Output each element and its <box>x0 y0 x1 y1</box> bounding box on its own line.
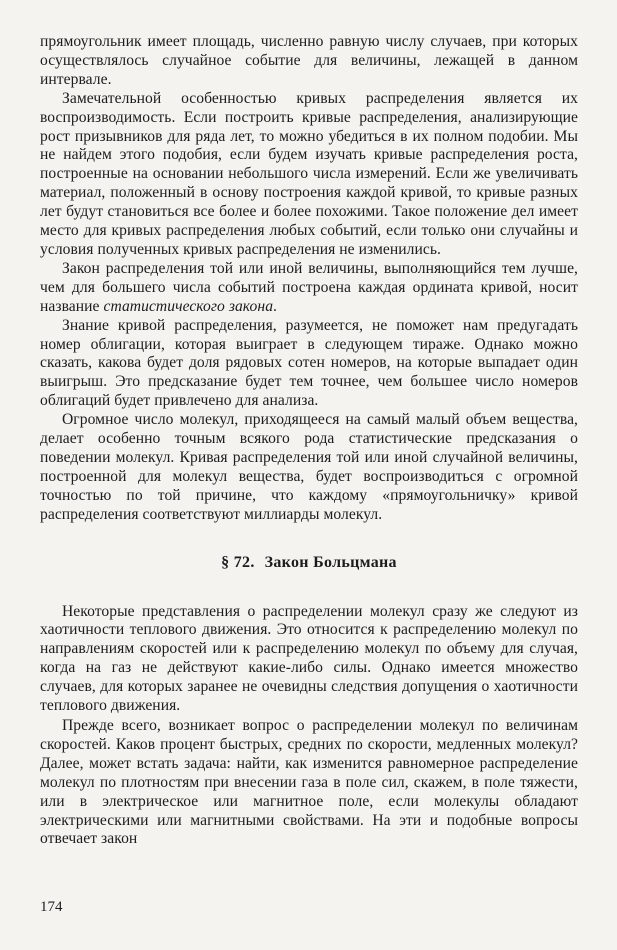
paragraph-bonds: Знание кривой распределения, разумеется, не поможет нам предугадать номер облигации, которая выиграет в следующем тираже. Однако можно сказать, какова будет доля рядовых сотен номеров, на которые выпадает один выигрыш. Это предсказание будет тем точнее, чем большее число номеров облигаций будет привлечено для анализа. <box>40 316 578 410</box>
paragraph-statistical-law <box>40 260 578 317</box>
paragraph-reproducibility: Замечательной особенностью кривых распределения является их воспроизводимость. Если построить кривые распределения, анализирующие рост призывников для ряда лет, то можно убедиться в их полном подобии. Мы не найдем этого подобия, если будем изучать кривые распределения роста, построенные на основании небольшого числа измерений. Если же увеличивать материал, положенный в основу построения каждой кривой, то кривые разных лет будут становиться все более и более похожими. Такое положение дел имеет место для кривых распределения любых событий, если только они случайны и условия полученных кривых распределения не изменились. <box>40 89 578 258</box>
section-number: § 72. <box>221 553 255 571</box>
law-text-after: . <box>273 297 277 315</box>
law-text-before: Закон распределения той или иной величины, выполняющийся тем лучше, чем для большего числа событий построена каждая ордината кривой, носит название <box>40 259 578 315</box>
paragraph-continuation: прямоугольник имеет площадь, численно равную числу случаев, при которых осуществлялось случайное событие для величины, лежащей в данном интервале. <box>40 33 578 88</box>
book-page <box>40 33 578 849</box>
law-term: статистического закона <box>103 297 274 315</box>
section-title: Закон Больцмана <box>264 553 397 571</box>
section-body <box>40 603 578 850</box>
paragraph-velocity-distribution: Прежде всего, возникает вопрос о распределении молекул по величинам скоростей. Каков процент быстрых, средних по скорости, медленных молекул? Далее, может встать задача: найти, как изменится равномерное распределение молекул по плотностям при внесении газа в поле сил, скажем, в поле тяжести, или в электрическое или магнитное поле, если молекулы обладают электрическими или магнитными свойствами. На эти и подобные вопросы отвечает закон <box>40 717 578 848</box>
paragraph-chaotic-motion: Некоторые представления о распределении молекул сразу же следуют из хаотичности теплового движения. Это относится к распределению молекул по направлениям скоростей или к распределению молекул по объему для случая, когда на газ не действуют какие-либо силы. Однако имеется множество случаев, для которых заранее не очевидны следствия допущения о хаотичности теплового движения. <box>40 602 578 715</box>
paragraph-molecules: Огромное число молекул, приходящееся на самый малый объем вещества, делает особенно точным всякого рода статистические предсказания о поведении молекул. Кривая распределения той или иной случайной величины, построенной для молекул вещества, будет воспроизводиться с огромной точностью по той причине, что каждому «прямоугольничку» кривой распределения соответствуют миллиарды молекул. <box>40 411 578 523</box>
section-heading <box>40 554 578 572</box>
page-number: 174 <box>40 899 63 915</box>
